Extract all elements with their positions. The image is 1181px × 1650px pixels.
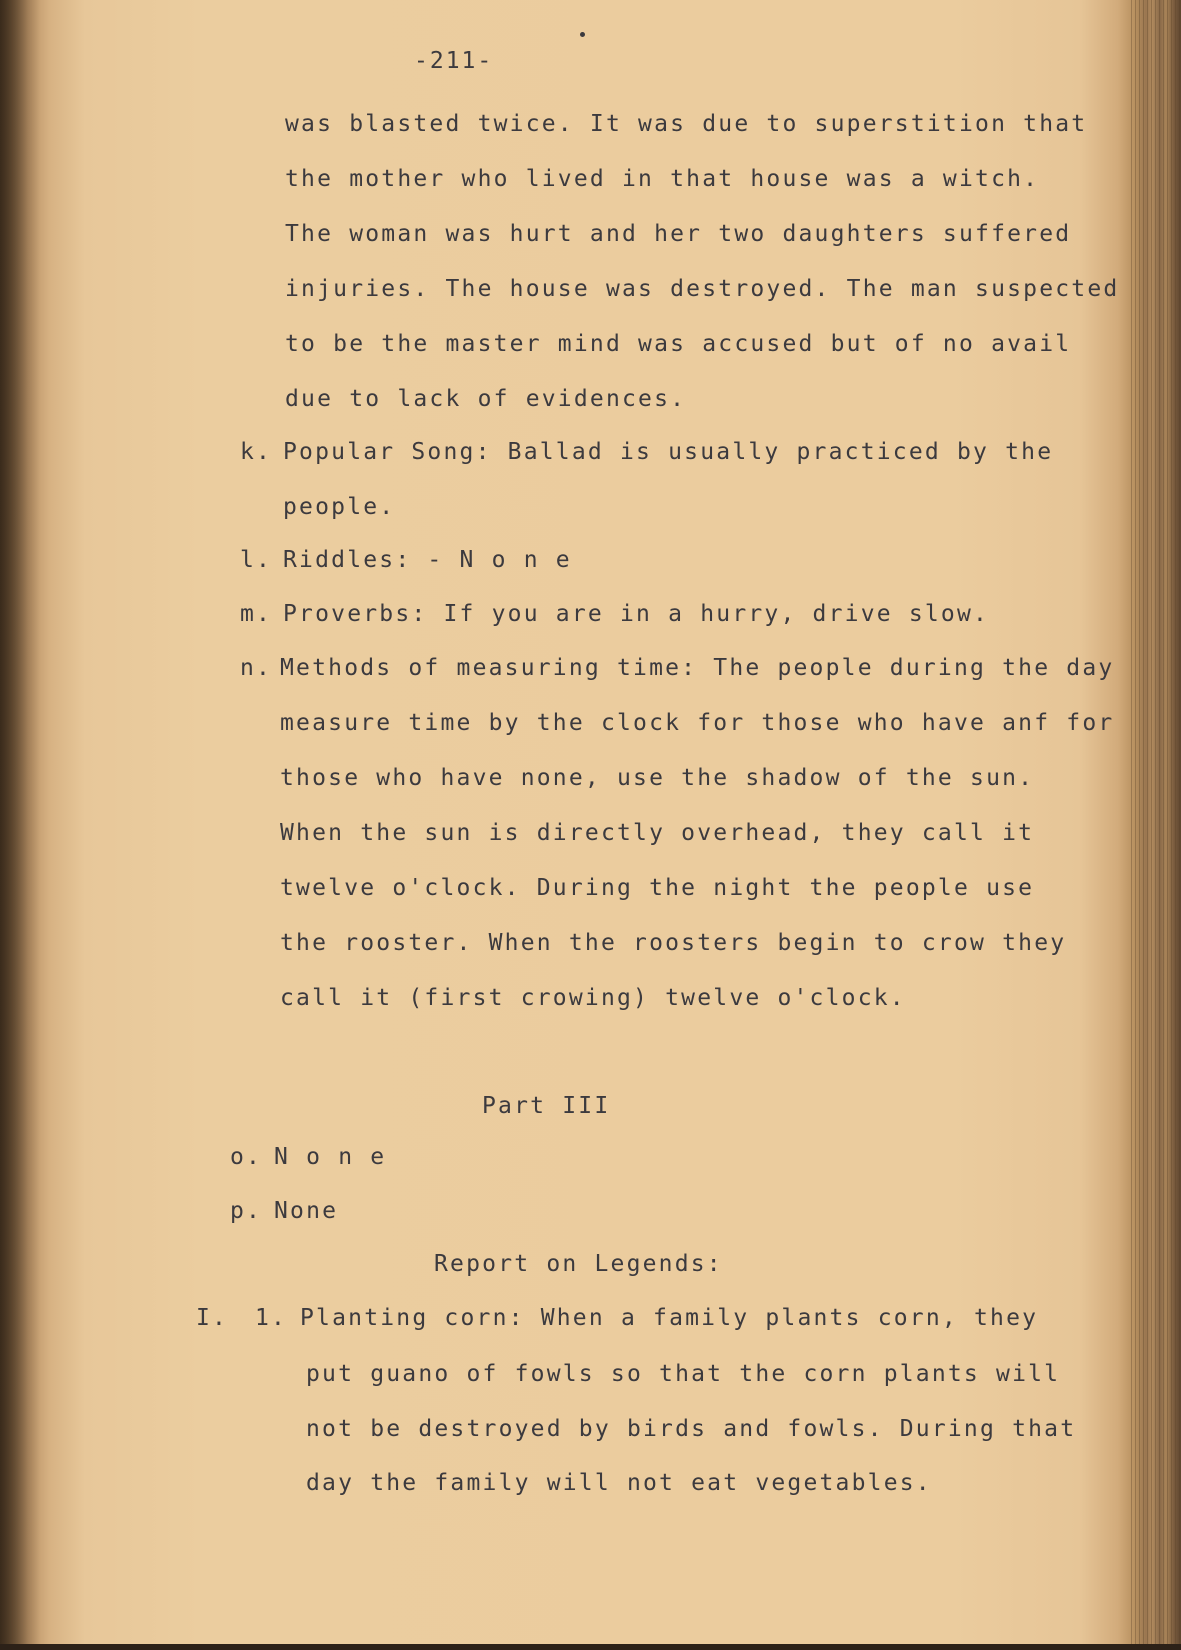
text-line: When the sun is directly overhead, they call it bbox=[280, 820, 1035, 846]
text-line: to be the master mind was accused but of no avail bbox=[285, 331, 1072, 357]
text-line: None bbox=[274, 1198, 339, 1224]
item-marker-m: m. bbox=[240, 601, 273, 627]
binding-shadow bbox=[0, 0, 40, 1650]
text-line: Popular Song: Ballad is usually practiced by the bbox=[283, 439, 1054, 465]
item-marker-o: o. bbox=[230, 1144, 263, 1170]
item-marker-p: p. bbox=[230, 1198, 263, 1224]
text-line: not be destroyed by birds and fowls. During that bbox=[306, 1416, 1077, 1442]
ink-dot bbox=[580, 32, 585, 37]
item-marker-k: k. bbox=[240, 439, 273, 465]
text-line: the rooster. When the roosters begin to crow they bbox=[280, 930, 1067, 956]
text-line: day the family will not eat vegetables. bbox=[306, 1470, 932, 1496]
text-line: Riddles: - N o n e bbox=[283, 547, 572, 573]
text-line: injuries. The house was destroyed. The man suspected bbox=[285, 276, 1120, 302]
page-number: -211- bbox=[414, 48, 494, 74]
item-marker-l: l. bbox=[240, 547, 273, 573]
page-edges bbox=[1131, 0, 1181, 1650]
text-line: was blasted twice. It was due to superstition that bbox=[285, 111, 1088, 137]
text-line: call it (first crowing) twelve o'clock. bbox=[280, 985, 906, 1011]
text-line: people. bbox=[283, 494, 396, 520]
item-marker-1: 1. bbox=[255, 1305, 288, 1331]
text-line: Methods of measuring time: The people during the day bbox=[280, 655, 1115, 681]
text-line: put guano of fowls so that the corn plants will bbox=[306, 1361, 1061, 1387]
section-marker: I. bbox=[196, 1305, 229, 1331]
text-line: N o n e bbox=[274, 1144, 387, 1170]
text-line: measure time by the clock for those who have anf for bbox=[280, 710, 1115, 736]
text-line: The woman was hurt and her two daughters suffered bbox=[285, 221, 1072, 247]
text-line: those who have none, use the shadow of the sun. bbox=[280, 765, 1035, 791]
section-heading: Report on Legends: bbox=[434, 1251, 723, 1277]
text-line: Proverbs: If you are in a hurry, drive slow. bbox=[283, 601, 990, 627]
text-line: Planting corn: When a family plants corn, they bbox=[300, 1305, 1039, 1331]
text-line: due to lack of evidences. bbox=[285, 386, 687, 412]
text-line: twelve o'clock. During the night the people use bbox=[280, 875, 1035, 901]
bottom-edge bbox=[0, 1644, 1181, 1650]
section-heading: Part III bbox=[482, 1093, 611, 1119]
item-marker-n: n. bbox=[240, 655, 273, 681]
text-line: the mother who lived in that house was a witch. bbox=[285, 166, 1040, 192]
